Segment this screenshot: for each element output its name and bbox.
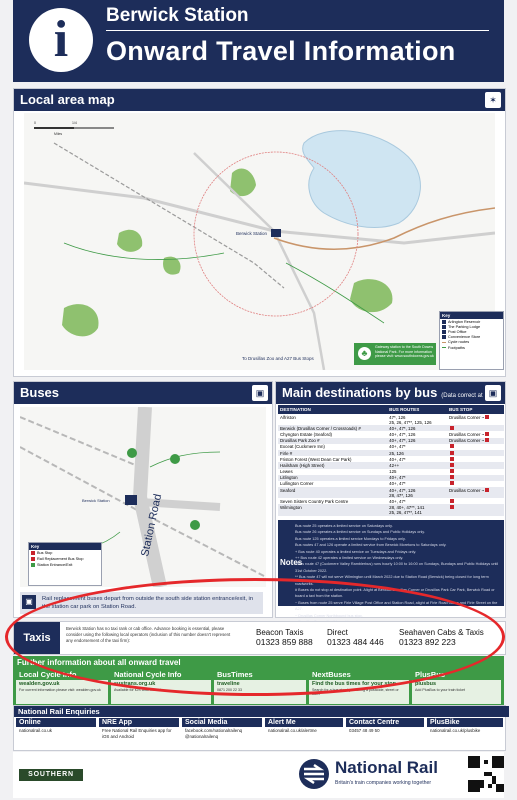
station-marker-icon	[125, 495, 137, 505]
destination-cell: Lullington Corner	[280, 481, 314, 487]
nre-plusbike[interactable]: PlusBike nationalrail.co.uk/plusbike	[427, 718, 503, 749]
note-item: Bus routes 47 and 126 operate a limited service from Berwick Moretons to Saturdays only.	[295, 543, 447, 548]
page-title: Onward Travel Information	[106, 36, 456, 66]
note-item: ~ Buses from route 25 serve Firle Village Post Office and Station Road, alight at Firle Road Gates and Firle Street on the A27.	[295, 600, 498, 612]
national-park-notice-text: Gateway station to the South Downs National Park. For more information please visit: www.southdowns.gov.uk	[375, 345, 434, 359]
national-rail-logo-icon	[298, 758, 330, 790]
taxi-firm-name: Direct	[327, 628, 348, 637]
destination-cell: Wilmington	[278, 504, 387, 515]
nre-alert-me[interactable]: Alert Me nationalrail.co.uk/alertme	[265, 718, 343, 749]
bus-stop-cell	[447, 414, 504, 425]
destination-cell: Seaford	[278, 487, 387, 498]
note-item: Bus route 125 operates a limited service Mondays to Fridays only.	[295, 536, 406, 541]
destination-cell: Alfriston	[280, 414, 296, 420]
scale-tick: 1/4	[72, 121, 77, 125]
destination-cell: Hailsham (High Street)	[278, 462, 387, 468]
map-key-item: Post Office	[440, 329, 503, 334]
destination-cell: Lewes	[280, 469, 293, 475]
nre-app[interactable]: NRE App Free National Rail Enquiries app for iOS and Android	[99, 718, 179, 749]
taxi-firm-name: Beacon Taxis	[256, 628, 304, 637]
routes-cell: 40+, 47*, 126	[389, 431, 416, 437]
bus-stop-text: Drusillas Corner ~	[448, 487, 485, 493]
routes-cell: 40+, 47*, 126 28, 47*, 126	[387, 487, 447, 498]
nre-title: National Rail Enquiries	[14, 706, 509, 717]
bus-stop-icon	[485, 432, 489, 436]
nre-social-media[interactable]: Social Media facebook.com/nationalrailenq @nationalrailenq	[182, 718, 262, 749]
bus-key	[28, 542, 102, 586]
nre-contact-centre[interactable]: Contact Centre 03457 48 49 50	[346, 718, 424, 749]
bus-icon: ▣	[22, 595, 36, 609]
note-item: ++ Bus route 42 operates a limited service on Wednesdays only.	[295, 556, 404, 561]
local-cycle-info[interactable]: Local Cycle Info wealden.gov.uk For current information please visit: wealden.gov.uk	[16, 669, 108, 704]
further-info-band	[13, 656, 504, 706]
bus-times-info[interactable]: BusTimes traveline 0871 200 22 33	[214, 669, 306, 704]
local-area-map-panel	[13, 88, 506, 377]
notes-label: Notes	[280, 558, 303, 567]
bus-stop-icon	[450, 505, 454, 509]
note-item: Bus route 26 operates a limited service on Sundays and Public Holidays only.	[295, 530, 425, 535]
destinations-title: Main destinations by bus (Data correct at February 2022)	[276, 382, 505, 404]
table-row	[278, 431, 504, 437]
rail-replacement-text: Rail replacement buses depart from outside the south side station entrance/exit, in the station car park on Station Road.	[42, 596, 254, 610]
bus-stop-icon	[450, 426, 454, 430]
info-icon: i	[29, 8, 93, 72]
routes-cell: 125	[389, 469, 397, 475]
taxi-firm[interactable]	[399, 628, 484, 647]
column-header: BUS ROUTES	[387, 405, 447, 414]
taxis-panel	[13, 621, 506, 655]
header-divider	[106, 30, 489, 31]
column-header: BUS STOP	[447, 405, 504, 414]
walking-icon	[127, 448, 137, 458]
bus-key-item: Station Entrance/Exit	[29, 562, 101, 568]
bus-key-item: Rail Replacement Bus Stop	[29, 556, 101, 562]
bus-stop-icon	[450, 475, 454, 479]
bus-key-item: Bus Stop	[29, 550, 101, 556]
note-item: ~ Drusillas Corner Northbound bus stop.	[295, 613, 363, 618]
bus-stop-text: Drusillas Corner ~	[448, 431, 485, 437]
map-key-title: Key	[440, 312, 503, 319]
map-key	[439, 311, 504, 370]
note-item: Bus route 25 operates a limited service on Saturdays only.	[295, 524, 393, 528]
national-rail-tagline: Britain's train companies working together	[335, 780, 432, 786]
bus-stop-icon	[450, 457, 454, 461]
plusbus-info[interactable]: PlusBus plusbus Add PlusBus to your train ticket	[412, 669, 501, 704]
buses-title: Buses	[14, 382, 272, 404]
note-item: + Bus route 40 operates a limited service on Tuesdays and Fridays only.	[295, 549, 417, 554]
destination-cell: Litlington	[278, 475, 387, 481]
notes-list	[295, 523, 500, 626]
destination-cell: Drusillas Park Zoo #	[278, 438, 387, 444]
map-key-item: Cycle routes	[440, 340, 503, 345]
taxi-firm-phone[interactable]: 01323 892 223	[399, 637, 456, 647]
table-row	[278, 504, 504, 515]
routes-cell: 40+, 47*	[389, 444, 406, 450]
note-item: # Buses do not stop at destination point. Alight at Berwick Drusillas Corner or Drusillas Park Car Park, Berwick Road or board a taxi from the station.	[295, 588, 495, 599]
station-marker-icon	[271, 229, 281, 237]
map-key-item: The Parking Lodge	[440, 324, 503, 329]
national-park-notice	[354, 343, 436, 365]
bus-stop-icon	[485, 488, 489, 492]
map-key-item: Footpaths	[440, 345, 503, 350]
national-cycle-info[interactable]: National Cycle Info sustrans.org.uk Available for iOS and Android	[111, 669, 211, 704]
table-row	[278, 438, 504, 444]
table-row	[278, 487, 504, 498]
routes-cell: 47*, 126 25, 26, 47**, 125, 126	[389, 414, 432, 425]
bus-stop-icon	[485, 438, 489, 442]
routes-cell: 42++	[387, 462, 447, 468]
notes-box	[278, 520, 504, 618]
bus-stop-icon	[485, 415, 489, 419]
walking-icon	[190, 520, 200, 530]
bus-stop-text: Drusillas Corner ~	[448, 414, 485, 420]
nre-online[interactable]: Online nationalrail.co.uk	[16, 718, 96, 749]
routes-cell: 40+, 47*, 126	[387, 425, 447, 431]
scale-bar	[74, 127, 114, 129]
note-item: ** Bus route 47 will not serve Wilmington until March 2022 due to Station Road (Berwick) being closed for long term roadworks.	[295, 575, 489, 586]
national-rail-name: National Rail	[335, 758, 438, 777]
destination-cell: Friston Forest (West Dean Car Park)	[280, 456, 352, 462]
routes-cell: 25, 126	[387, 450, 447, 456]
taxis-note: Berwick Station has no taxi rank or cab office. Advance booking is essential, please consider using the following local operators (inclusion of this number doesn't represent any endorsement of the taxi firm):	[66, 626, 231, 643]
destination-cell: Firle #	[278, 450, 387, 456]
taxi-firm[interactable]	[327, 628, 384, 647]
table-header-row	[278, 405, 504, 414]
bus-key-title: Key	[29, 543, 101, 550]
street-label: Station Road	[139, 492, 165, 558]
scale-unit: Miles	[54, 132, 63, 136]
destination-label: To Drusillas Zoo and A27 Bus Stops	[242, 356, 314, 361]
routes-cell: 40+, 47*	[387, 475, 447, 481]
bus-stop-icon	[450, 469, 454, 473]
bus-stop-cell	[447, 487, 504, 498]
southern-logo: SOUTHERN	[19, 769, 83, 781]
bus-stop-text: Drusillas Corner ~	[448, 438, 485, 444]
taxi-firm-name: Seahaven Cabs & Taxis	[399, 628, 484, 637]
header	[13, 0, 504, 82]
routes-cell: 28, 40+, 47**, 141 25, 26, 47**, 141	[387, 504, 447, 515]
routes-cell: 40+, 47*	[389, 498, 406, 504]
table-row	[278, 414, 504, 425]
destinations-table	[278, 405, 504, 516]
walking-icon	[170, 454, 180, 464]
routes-cell: 40+, 47*, 126	[387, 438, 447, 444]
scale-tick: 0	[34, 121, 36, 125]
destination-cell: Exceat (Cuckmere Inn)	[280, 444, 325, 450]
compass-icon: ✶	[485, 92, 501, 108]
station-name: Berwick Station	[106, 5, 249, 26]
destinations-table-body	[278, 414, 504, 516]
tree-icon: ♣	[358, 347, 371, 360]
bus-stop-icon	[450, 444, 454, 448]
destination-cell: Seven Sisters Country Park Centre	[280, 498, 349, 504]
routes-cell: 40+, 47*	[389, 481, 406, 487]
map-station-label: Berwick Station	[236, 231, 268, 236]
bus-icon: ▣	[485, 385, 501, 401]
bus-stop-icon	[450, 481, 454, 485]
bus-stop-cell	[447, 504, 504, 515]
further-info-title: Further information about all onward travel	[17, 658, 181, 667]
taxi-firm[interactable]	[256, 628, 313, 647]
taxis-label: Taxis	[14, 622, 60, 654]
bus-stop-icon	[450, 463, 454, 467]
buses-panel	[13, 381, 273, 618]
bus-stop-icon	[450, 499, 454, 503]
taxi-firm-phone[interactable]: 01323 484 446	[327, 637, 384, 647]
taxi-firm-phone[interactable]: 01323 859 888	[256, 637, 313, 647]
note-item: * Bus route 47 (Cuckmere Valley Ramblerbus) runs hourly 10:00 to 16:00 on Sundays, Bundays and Public Holidays until 31st October 2022.	[295, 562, 499, 573]
destination-cell: Berwick (Drusillas Corner / Crossroads) #	[278, 425, 387, 431]
bus-stop-icon	[450, 451, 454, 455]
map-key-item: Convenience Store	[440, 335, 503, 340]
map-key-item: Arlington Reservoir	[440, 319, 503, 324]
national-rail-enquiries	[13, 705, 506, 751]
scale-bar	[34, 127, 74, 129]
destination-cell: Chyngton Estate (Seaford)	[280, 431, 332, 437]
routes-cell: 40+, 47*	[389, 456, 406, 462]
next-buses-info[interactable]: NextBuses Find the bus times for your stop. Search for a bus stop by entering a postcode, street or town	[309, 669, 409, 704]
rail-replacement-notice	[20, 592, 263, 614]
bus-icon: ▣	[252, 385, 268, 401]
local-map-title: Local area map	[14, 89, 505, 111]
column-header: DESTINATION	[278, 405, 387, 414]
qr-code-icon[interactable]	[468, 756, 504, 792]
bus-map-station-label: Berwick Station	[82, 498, 110, 503]
local-map[interactable]	[24, 113, 495, 370]
footer	[13, 752, 504, 798]
